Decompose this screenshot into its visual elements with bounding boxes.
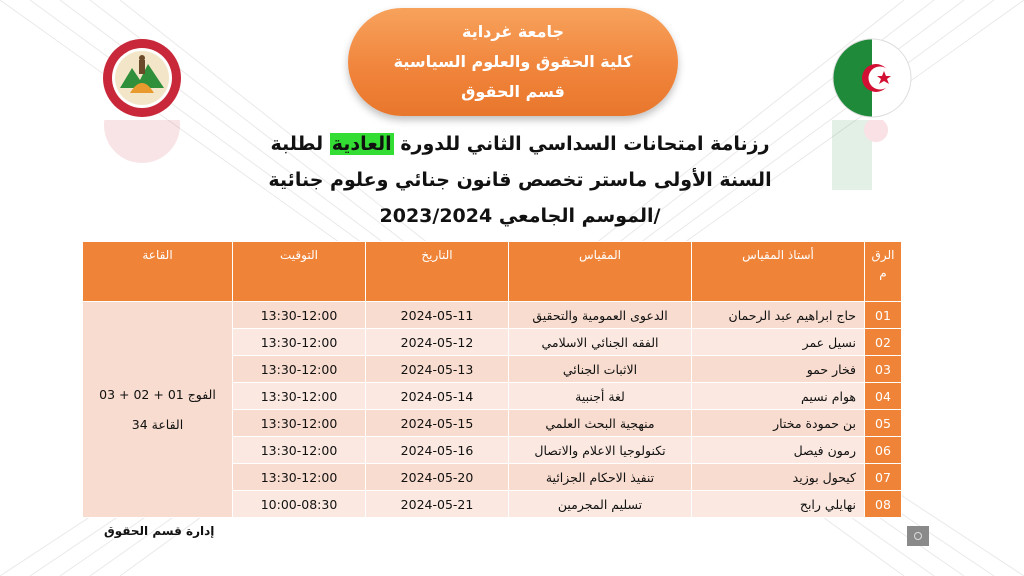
slide-nav-button[interactable] xyxy=(907,526,929,546)
algeria-flag-logo xyxy=(832,38,912,118)
university-name: جامعة غرداية xyxy=(461,22,565,41)
row-time: 13:30-12:00 xyxy=(233,410,366,437)
university-logo xyxy=(102,38,182,118)
row-professor: هوام نسيم xyxy=(692,383,865,410)
highlighted-word: العادية xyxy=(331,133,392,155)
row-subject: الاثبات الجنائي xyxy=(509,356,692,383)
room-cell xyxy=(83,302,233,518)
row-professor: نسيل عمر xyxy=(692,329,865,356)
exam-schedule-table xyxy=(82,241,902,518)
nav-dot-icon xyxy=(914,532,922,540)
title-line-2: السنة الأولى ماستر تخصص قانون جنائي وعلوم جنائية xyxy=(268,169,772,191)
page-title xyxy=(240,126,800,234)
header-num: الرق م xyxy=(865,242,902,302)
row-professor: كيحول بوزيد xyxy=(692,464,865,491)
row-time: 10:00-08:30 xyxy=(233,491,366,518)
header-professor: أستاذ المقياس xyxy=(692,242,865,302)
header-subject: المقياس xyxy=(509,242,692,302)
row-date: 2024-05-12 xyxy=(366,329,509,356)
row-time: 13:30-12:00 xyxy=(233,356,366,383)
row-time: 13:30-12:00 xyxy=(233,464,366,491)
row-date: 2024-05-11 xyxy=(366,302,509,329)
header-date: التاريخ xyxy=(366,242,509,302)
university-logo-reflection xyxy=(102,120,182,190)
row-num: 07 xyxy=(865,464,902,491)
row-subject: تكنولوجيا الاعلام والاتصال xyxy=(509,437,692,464)
row-professor: بن حمودة مختار xyxy=(692,410,865,437)
row-time: 13:30-12:00 xyxy=(233,329,366,356)
row-num: 03 xyxy=(865,356,902,383)
row-date: 2024-05-21 xyxy=(366,491,509,518)
row-time: 13:30-12:00 xyxy=(233,383,366,410)
faculty-name: كلية الحقوق والعلوم السياسية xyxy=(393,52,633,71)
title-line-3: /الموسم الجامعي 2023/2024 xyxy=(379,205,661,227)
header-banner xyxy=(348,8,678,116)
row-num: 05 xyxy=(865,410,902,437)
header-room: القاعة xyxy=(83,242,233,302)
row-date: 2024-05-13 xyxy=(366,356,509,383)
row-subject: تسليم المجرمين xyxy=(509,491,692,518)
row-date: 2024-05-15 xyxy=(366,410,509,437)
row-professor: حاج ابراهيم عبد الرحمان xyxy=(692,302,865,329)
row-subject: الدعوى العمومية والتحقيق xyxy=(509,302,692,329)
row-num: 04 xyxy=(865,383,902,410)
row-time: 13:30-12:00 xyxy=(233,437,366,464)
row-professor: فخار حمو xyxy=(692,356,865,383)
row-subject: الفقه الجنائي الاسلامي xyxy=(509,329,692,356)
row-subject: لغة أجنبية xyxy=(509,383,692,410)
row-professor: نهايلي رابح xyxy=(692,491,865,518)
room-hall: القاعة 34 xyxy=(131,416,184,432)
title-line-1: رزنامة امتحانات السداسي الثاني للدورة العادية لطلبة xyxy=(270,133,770,155)
row-professor: رمون فيصل xyxy=(692,437,865,464)
row-date: 2024-05-20 xyxy=(366,464,509,491)
row-date: 2024-05-16 xyxy=(366,437,509,464)
row-num: 08 xyxy=(865,491,902,518)
department-signature: إدارة قسم الحقوق xyxy=(104,524,215,538)
department-name: قسم الحقوق xyxy=(461,82,565,101)
row-date: 2024-05-14 xyxy=(366,383,509,410)
row-time: 13:30-12:00 xyxy=(233,302,366,329)
header-time: التوقيت xyxy=(233,242,366,302)
row-num: 01 xyxy=(865,302,902,329)
row-subject: تنفيذ الاحكام الجزائية xyxy=(509,464,692,491)
table-row xyxy=(83,302,902,329)
room-groups: الفوج 01 + 02 + 03 xyxy=(99,386,216,402)
row-subject: منهجية البحث العلمي xyxy=(509,410,692,437)
row-num: 06 xyxy=(865,437,902,464)
flag-logo-reflection xyxy=(832,120,912,190)
row-num: 02 xyxy=(865,329,902,356)
table-header-row xyxy=(83,242,902,302)
